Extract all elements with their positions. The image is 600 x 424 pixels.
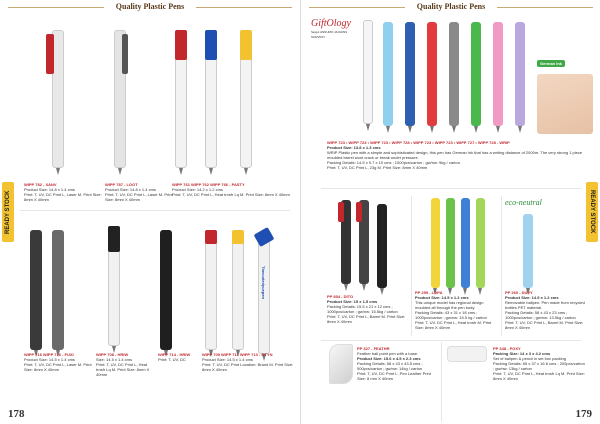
product-hriw-714: WIPP 714 - HRIW Print: T, UV, DC <box>158 352 191 362</box>
pen-duvy <box>523 214 533 294</box>
pen-wrip-green <box>471 22 481 132</box>
product-fuxi: WIPP 716 WIPP 716 - FUXI Product Size: 14.5 x 1.4 cms Print: T, UV, DC Print L, Laser M. Print Size: 8mm X 40mm <box>24 352 92 372</box>
poxy-set-image <box>447 346 487 362</box>
pen-wrip-red <box>427 22 437 132</box>
product-feathr: PP 327 - FEATHR Feather ball point pen with a base. Product Size: 15.6 x 4.5 x 2.3 cms Packing Details: 58 x 43 x 43.5 cms ; 500pcs/carton ; gw/nw: 14kg / carton Print: T, UV, DC Print L, Pen Leather Print Size: 8 mm X 40mm <box>357 346 431 381</box>
product-lopa: PP 259 - LOPA Product Size: 14.5 x 1.2 cms This unique model has regional design moulded all through the pen body. Packing Details: 43 x 31 x 18 cms ; 1000pcs/carton ; gw/nw: 15.5 kg / carton Print: T, UV, DC Print L, Heat trnsfr M. Print Size: 8mm X 40mm <box>415 290 492 330</box>
pen-wrip-blue <box>405 22 415 132</box>
pen-lopa-blue <box>461 198 470 294</box>
pen-otyn-blue <box>258 236 270 366</box>
pen-wrip-grey <box>449 22 459 132</box>
pen-loot <box>114 30 126 175</box>
pen-fuxi-dark <box>30 230 42 360</box>
pen-otyn-red <box>205 230 217 360</box>
feather-pen-image <box>329 344 353 384</box>
product-pasty: WIPP 761 WIPP 762 WIPP 766 - PASTY Product Size: 14.2 x 1.2 cms Print: T, UV, DC Print L, Heat trnsfr Lq M. Print Size: 8mm X 40mm <box>172 182 290 197</box>
pen-wrip-lightblue <box>383 22 393 132</box>
product-otyn: WIPP 709 WIPP 711 WIPP 713 - OTYN Product Size: 14.5 x 1.4 cms Print: T, UV, DC Print Location: Brand M. Print Size: 8mm X 40mm <box>202 352 294 372</box>
giftology-logo-subtitle: Seiqui ANNUMO JAOHINS SORVINIY <box>311 30 348 39</box>
pen-pasty-yellow <box>240 30 252 175</box>
pen-dito-dark <box>377 204 387 294</box>
pen-otyn-yellow <box>232 230 244 360</box>
pen-dito-black <box>341 200 351 290</box>
ready-stock-tab-right: READY STOCK <box>586 182 598 242</box>
right-page <box>300 0 600 424</box>
product-dito: PP 854 - DITO Product Size: 15 x 1.5 cms Packing Details: 15.5 x 21 x 12 cms ; 1000pcs/carton ; gw/nw: 15.5kg / carton Print: T, UV, DC Print L, Barrel M. Print Size: 8mm X 40mm <box>327 294 406 324</box>
pen-wrip-white <box>363 20 373 130</box>
product-poxy: PP 348 - POXY Packing Size: 14 x 3 x 4.2 cms Set of ballpen & pencil in set box packing Packing Details: 65 x 37 x 16.6 cms ; 200pcs/carton ; gw/nw: 13kg / carton Print: T, UV, DC Print L, Heat trnsfr Lq M. Print Size: 8mm X 40mm <box>493 346 585 381</box>
right-page-header: Quality Plastic Pens <box>301 2 600 14</box>
pens-hand-photo <box>537 74 593 134</box>
pen-lopa-lime <box>476 198 485 294</box>
product-loot: WIPP 787 - LOOT Product Size: 14.8 x 1.4 cms Print: T, UV, DC Print L, Laser M. Print Size: 8mm X 40mm <box>105 182 173 202</box>
pen-hriw-white <box>108 226 120 356</box>
pen-dito-grey <box>359 200 369 290</box>
german-ink-badge: German Ink <box>537 60 565 67</box>
pen-lopa-yellow <box>431 198 440 294</box>
product-xanv: WIPP 782 - XANV Product Size: 14.8 x 1.4 cms Print: T, UV, DC Print L, Laser M. Print Size: 8mm X 40mm <box>24 182 102 202</box>
page-number-right: 179 <box>575 408 592 420</box>
product-hriw-708: WIPP 708 - HRIW Size: 14.5 x 1.4 cms Print: T, UV, DC Print L, Heat trnsfr Lq M. Print Size: 8mm X 40mm <box>96 352 150 377</box>
pen-pasty-blue <box>205 30 217 175</box>
product-duvy: PP 260 - DUVY Product Size: 14.9 x 1.2 cms Removable ballpen. Pen made from recycled bottles PET material. Packing Details: 58 x 43 x 23 cms ; 1000pcs/carton ; gw/nw: 13.5kg / carton Print: T, UV, DC Print L, Barrel M. Print Size: 8mm X 40mm <box>505 290 585 330</box>
pen-wrip-lavender <box>515 22 525 132</box>
pen-pasty-red <box>175 30 187 175</box>
eco-neutral-logo: eco-neutral <box>505 198 542 207</box>
pen-hriw-black <box>160 230 172 360</box>
pen-lopa-green <box>446 198 455 294</box>
ready-stock-tab-left: READY STOCK <box>2 182 14 242</box>
product-wrip: WIPP 723 • WIPP 723 • WIPP 723 • WIPP 728 • WIPP 723 • WIPP 723 • WIPP 727 • WIPP 728 - WRIP Product Size: 13.8 x 1.3 cms WRIP Plastic pen with a simple and sophisticated design, this pen has German ink that has a writing distance of 2000m. The very strong 1 piece moulded barrel wont crack or break under pressure. Packing Details: 14.5 x 9.7 x 19 cms ; 1000pcs/carton ; gw/nw: 9kg / carton Print: T, UV, DC Print L, 23g M. Print Size: 8mm X 40mm <box>327 140 583 170</box>
pen-printed-text: Thecodedyuepen <box>261 266 266 299</box>
pen-wrip-pink <box>493 22 503 132</box>
left-page-header: Quality Plastic Pens <box>0 2 300 14</box>
page-number-left: 178 <box>8 408 25 420</box>
pen-xanv <box>52 30 64 175</box>
giftology-logo: GiftOlogy <box>311 18 351 29</box>
pen-fuxi-grey <box>52 230 64 360</box>
